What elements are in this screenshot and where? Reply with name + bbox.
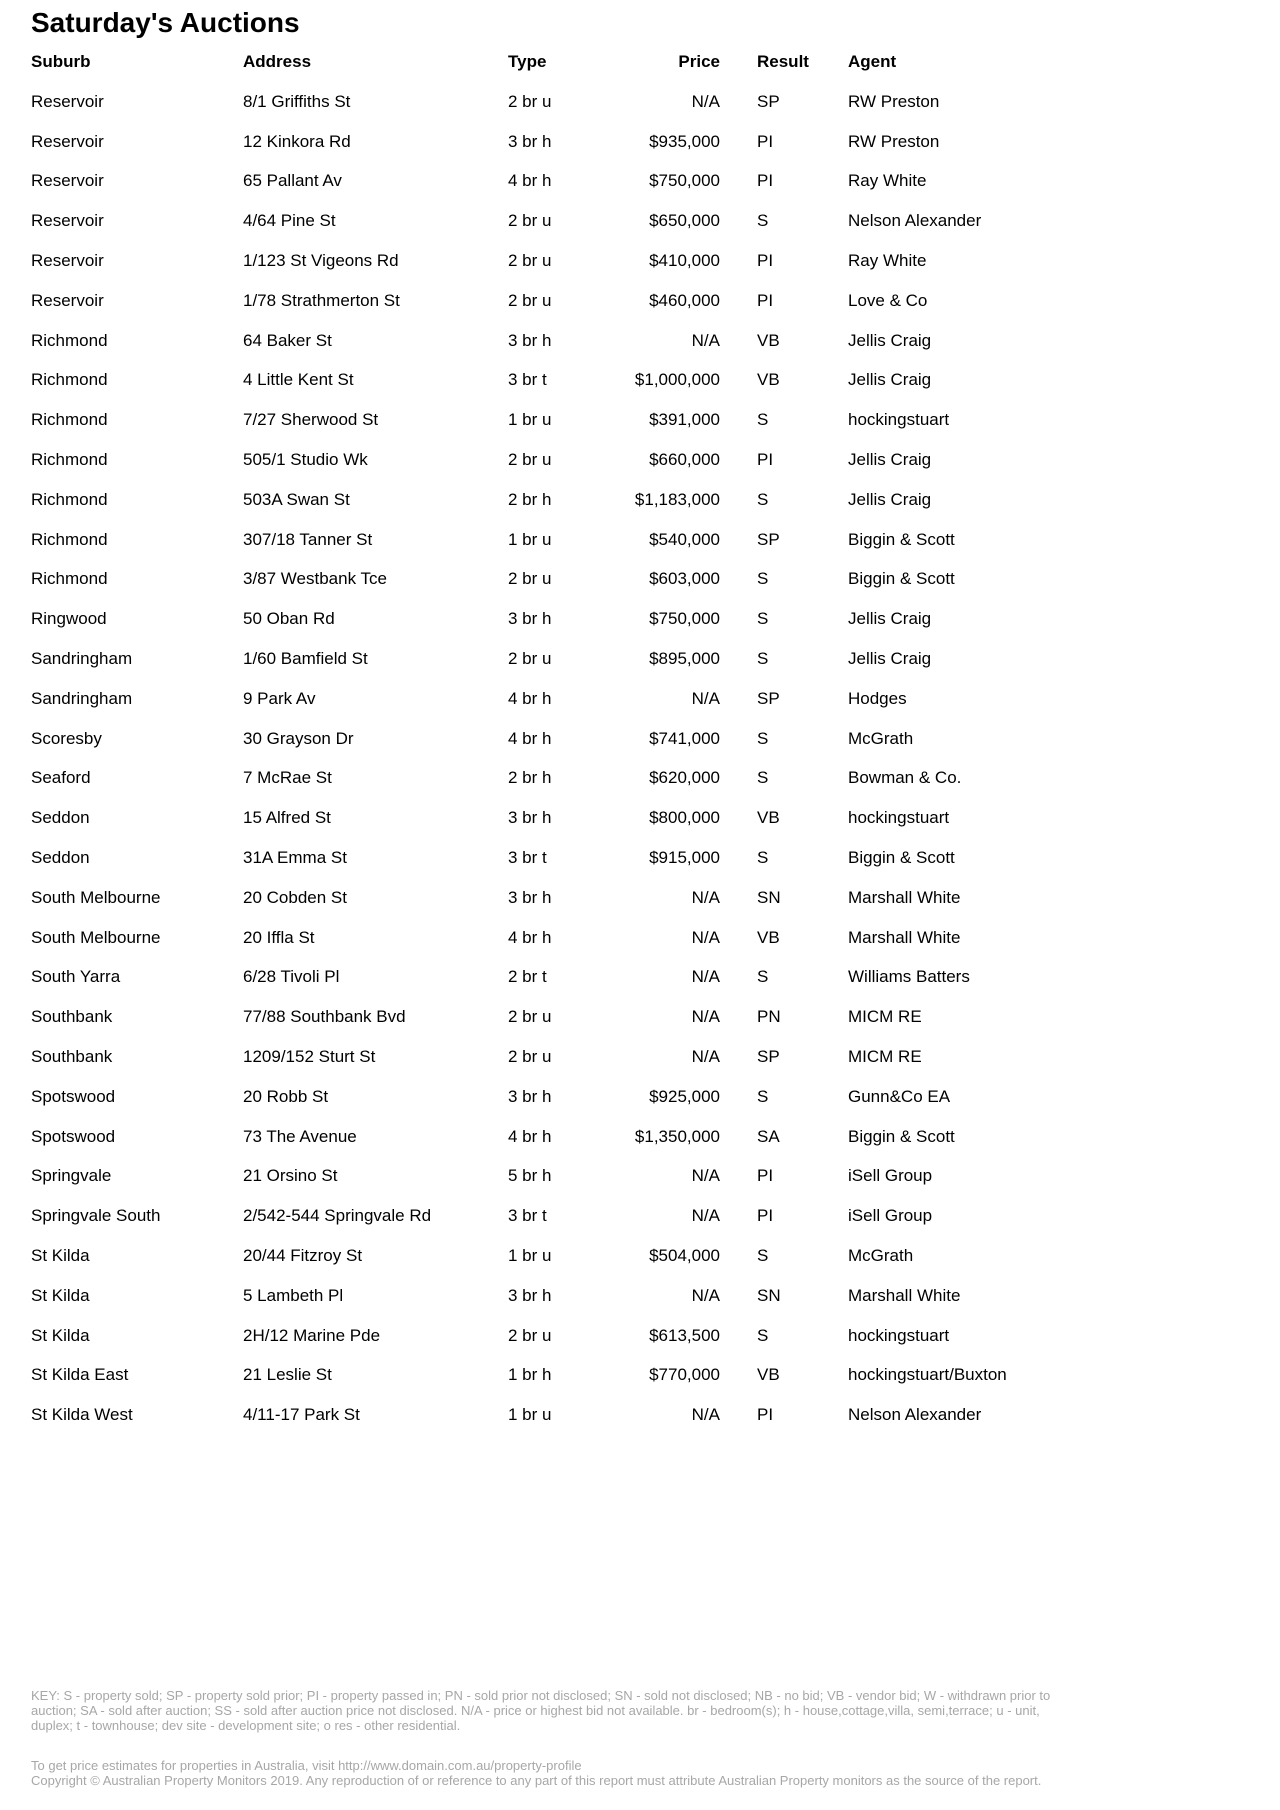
cell-address: 20 Robb St — [243, 1086, 329, 1106]
cell-address: 20 Cobden St — [243, 887, 347, 907]
price-estimates-note: To get price estimates for properties in Australia, visit http://www.domain.com.au/property-profile — [31, 1758, 582, 1773]
cell-address: 1/60 Bamfield St — [243, 649, 368, 669]
cell-price: $540,000 — [649, 529, 720, 549]
cell-type: 3 br h — [508, 808, 552, 828]
cell-result: S — [757, 569, 769, 589]
cell-type: 2 br u — [508, 211, 552, 231]
cell-type: 1 br u — [508, 1246, 552, 1265]
cell-address: 21 Orsino St — [243, 1166, 338, 1186]
table-row — [31, 1077, 1280, 1117]
cell-price: $925,000 — [649, 1086, 720, 1106]
cell-result: PI — [757, 1405, 774, 1425]
cell-result: VB — [757, 370, 780, 390]
cell-type: 3 br t — [508, 848, 547, 868]
cell-suburb: St Kilda East — [31, 1365, 129, 1385]
cell-address: 4 Little Kent St — [243, 370, 354, 390]
cell-address: 15 Alfred St — [243, 808, 331, 828]
table-row — [31, 1395, 1280, 1435]
cell-address: 65 Pallant Av — [243, 171, 342, 191]
cell-agent: Marshall White — [848, 927, 961, 947]
legend-key-line: KEY: S - property sold; SP - property sold prior; PI - property passed in; PN - sold prior not disclosed; SN - sold not disclosed; NB - no bid; VB - vendor bid; W - withdrawn prior to — [31, 1688, 1051, 1703]
cell-result: S — [757, 489, 769, 509]
cell-result: S — [757, 728, 769, 748]
table-row — [31, 1316, 1280, 1356]
cell-address: 20/44 Fitzroy St — [243, 1246, 363, 1265]
table-row — [31, 400, 1280, 440]
cell-result: PI — [757, 131, 774, 151]
table-row — [31, 361, 1280, 401]
copyright-notice: Copyright © Australian Property Monitors 2019. Any reproduction of or reference to any part of this report must attribute Australian Property monitors as the source of the report. — [31, 1773, 1042, 1788]
cell-suburb: Ringwood — [31, 609, 107, 629]
cell-suburb: St Kilda — [31, 1325, 90, 1345]
cell-agent: McGrath — [848, 1246, 914, 1265]
cell-type: 3 br h — [508, 1086, 552, 1106]
legend-key — [31, 1688, 1260, 1733]
cell-price: $750,000 — [649, 609, 720, 629]
cell-price: $620,000 — [649, 768, 720, 788]
cell-address: 20 Iffla St — [243, 927, 315, 947]
table-row — [31, 321, 1280, 361]
cell-agent: Bowman & Co. — [848, 768, 962, 788]
cell-type: 2 br u — [508, 1007, 552, 1027]
cell-suburb: South Melbourne — [31, 927, 161, 947]
cell-agent: McGrath — [848, 728, 914, 748]
cell-type: 3 br h — [508, 330, 552, 350]
cell-agent: MICM RE — [848, 1007, 922, 1027]
cell-suburb: Reservoir — [31, 251, 104, 271]
auctions-table — [31, 47, 1280, 1435]
cell-suburb: Spotswood — [31, 1126, 116, 1146]
cell-price: $504,000 — [649, 1246, 720, 1265]
cell-type: 2 br u — [508, 450, 552, 470]
cell-result: SA — [757, 1126, 780, 1146]
cell-suburb: Richmond — [31, 330, 108, 350]
cell-address: 1/78 Strathmerton St — [243, 290, 400, 310]
legend-key-line: auction; SA - sold after auction; SS - sold after auction price not disclosed. N/A - price or highest bid not available. br - bedroom(s); h - house,cottage,villa, semi,terrace; u - unit, — [31, 1703, 1040, 1718]
table-row — [31, 679, 1280, 719]
cell-result: PI — [757, 450, 774, 470]
cell-type: 4 br h — [508, 927, 552, 947]
cell-result: SP — [757, 688, 780, 708]
cell-address: 64 Baker St — [243, 330, 332, 350]
cell-price: N/A — [691, 1405, 720, 1425]
cell-address: 6/28 Tivoli Pl — [243, 967, 340, 987]
cell-agent: Biggin & Scott — [848, 1126, 955, 1146]
cell-type: 2 br t — [508, 967, 547, 987]
cell-agent: iSell Group — [848, 1206, 933, 1226]
cell-agent: Jellis Craig — [848, 609, 932, 629]
cell-agent: Jellis Craig — [848, 450, 932, 470]
cell-price: $460,000 — [649, 290, 720, 310]
cell-address: 2H/12 Marine Pde — [243, 1325, 381, 1345]
cell-price: $1,000,000 — [634, 370, 720, 390]
cell-result: VB — [757, 330, 780, 350]
table-row — [31, 560, 1280, 600]
cell-agent: RW Preston — [848, 91, 940, 111]
cell-address: 7/27 Sherwood St — [243, 410, 379, 430]
table-row — [31, 82, 1280, 122]
cell-result: PI — [757, 1166, 774, 1186]
cell-type: 3 br h — [508, 1285, 552, 1305]
cell-suburb: Seddon — [31, 848, 90, 868]
cell-result: S — [757, 1325, 769, 1345]
table-row — [31, 1196, 1280, 1236]
cell-suburb: Reservoir — [31, 290, 104, 310]
cell-address: 30 Grayson Dr — [243, 728, 354, 748]
cell-price: N/A — [691, 887, 720, 907]
cell-type: 4 br h — [508, 728, 552, 748]
cell-agent: Jellis Craig — [848, 330, 932, 350]
cell-result: S — [757, 649, 769, 669]
cell-price: N/A — [691, 688, 720, 708]
cell-suburb: Reservoir — [31, 211, 104, 231]
cell-price: $741,000 — [649, 728, 720, 748]
cell-price: $410,000 — [649, 251, 720, 271]
cell-agent: Jellis Craig — [848, 370, 932, 390]
cell-result: PI — [757, 290, 774, 310]
cell-agent: Biggin & Scott — [848, 569, 955, 589]
table-row — [31, 1276, 1280, 1316]
cell-price: N/A — [691, 927, 720, 947]
cell-result: PI — [757, 1206, 774, 1226]
cell-agent: hockingstuart — [848, 808, 950, 828]
cell-type: 2 br u — [508, 290, 552, 310]
cell-result: PN — [757, 1007, 781, 1027]
table-row — [31, 1236, 1280, 1276]
cell-result: S — [757, 1086, 769, 1106]
cell-address: 4/64 Pine St — [243, 211, 336, 231]
cell-price: $660,000 — [649, 450, 720, 470]
cell-address: 503A Swan St — [243, 489, 350, 509]
cell-result: S — [757, 410, 769, 430]
cell-type: 3 br t — [508, 1206, 547, 1226]
cell-suburb: South Yarra — [31, 967, 121, 987]
cell-type: 2 br u — [508, 649, 552, 669]
table-row — [31, 997, 1280, 1037]
cell-agent: Hodges — [848, 688, 907, 708]
table-body — [31, 82, 1280, 1435]
cell-result: S — [757, 768, 769, 788]
cell-result: SP — [757, 1047, 780, 1067]
cell-address: 73 The Avenue — [243, 1126, 357, 1146]
cell-suburb: St Kilda West — [31, 1405, 133, 1425]
cell-type: 1 br u — [508, 410, 552, 430]
cell-address: 12 Kinkora Rd — [243, 131, 351, 151]
cell-suburb: Richmond — [31, 489, 108, 509]
table-row — [31, 798, 1280, 838]
column-header-agent: Agent — [848, 52, 897, 71]
cell-type: 3 br h — [508, 887, 552, 907]
cell-result: VB — [757, 1365, 780, 1385]
cell-agent: Ray White — [848, 171, 927, 191]
cell-price: N/A — [691, 1206, 720, 1226]
cell-suburb: Seaford — [31, 768, 91, 788]
cell-agent: Marshall White — [848, 887, 961, 907]
cell-type: 2 br u — [508, 1325, 552, 1345]
cell-price: $915,000 — [649, 848, 720, 868]
cell-address: 77/88 Southbank Bvd — [243, 1007, 406, 1027]
table-row — [31, 1157, 1280, 1197]
cell-address: 1209/152 Sturt St — [243, 1047, 376, 1067]
cell-result: SN — [757, 1285, 781, 1305]
cell-price: $750,000 — [649, 171, 720, 191]
cell-price: $770,000 — [649, 1365, 720, 1385]
cell-agent: hockingstuart/Buxton — [848, 1365, 1007, 1385]
table-row — [31, 520, 1280, 560]
cell-suburb: Richmond — [31, 569, 108, 589]
table-row — [31, 162, 1280, 202]
cell-price: $800,000 — [649, 808, 720, 828]
cell-type: 1 br u — [508, 1405, 552, 1425]
cell-price: N/A — [691, 1007, 720, 1027]
cell-result: PI — [757, 251, 774, 271]
cell-address: 3/87 Westbank Tce — [243, 569, 387, 589]
cell-price: N/A — [691, 967, 720, 987]
cell-address: 50 Oban Rd — [243, 609, 335, 629]
cell-suburb: Reservoir — [31, 171, 104, 191]
cell-price: N/A — [691, 1285, 720, 1305]
cell-result: SN — [757, 887, 781, 907]
cell-type: 1 br u — [508, 529, 552, 549]
cell-suburb: Richmond — [31, 529, 108, 549]
cell-type: 2 br h — [508, 768, 552, 788]
cell-agent: Biggin & Scott — [848, 529, 955, 549]
cell-address: 8/1 Griffiths St — [243, 91, 351, 111]
cell-price: $1,350,000 — [634, 1126, 720, 1146]
cell-type: 4 br h — [508, 688, 552, 708]
cell-agent: Biggin & Scott — [848, 848, 955, 868]
cell-type: 2 br h — [508, 489, 552, 509]
column-header-suburb: Suburb — [31, 52, 91, 71]
table-row — [31, 719, 1280, 759]
legend-key-line: duplex; t - townhouse; dev site - development site; o res - other residential. — [31, 1718, 461, 1733]
cell-price: N/A — [691, 1047, 720, 1067]
column-header-result: Result — [757, 52, 809, 71]
table-row — [31, 759, 1280, 799]
table-row — [31, 1037, 1280, 1077]
table-row — [31, 639, 1280, 679]
cell-suburb: Reservoir — [31, 131, 104, 151]
table-row — [31, 1356, 1280, 1396]
cell-type: 4 br h — [508, 171, 552, 191]
table-row — [31, 440, 1280, 480]
cell-suburb: Sandringham — [31, 649, 133, 669]
cell-suburb: Southbank — [31, 1047, 113, 1067]
cell-agent: Love & Co — [848, 290, 928, 310]
cell-agent: Ray White — [848, 251, 927, 271]
cell-agent: hockingstuart — [848, 410, 950, 430]
cell-suburb: Sandringham — [31, 688, 133, 708]
table-row — [31, 838, 1280, 878]
cell-agent: RW Preston — [848, 131, 940, 151]
cell-agent: Williams Batters — [848, 967, 970, 987]
cell-suburb: Richmond — [31, 450, 108, 470]
cell-type: 2 br u — [508, 251, 552, 271]
cell-suburb: Southbank — [31, 1007, 113, 1027]
table-row — [31, 1117, 1280, 1157]
cell-result: SP — [757, 529, 780, 549]
cell-type: 4 br h — [508, 1126, 552, 1146]
cell-price: N/A — [691, 330, 720, 350]
cell-address: 307/18 Tanner St — [243, 529, 373, 549]
cell-suburb: Reservoir — [31, 91, 104, 111]
cell-address: 31A Emma St — [243, 848, 347, 868]
table-row — [31, 878, 1280, 918]
cell-suburb: South Melbourne — [31, 887, 161, 907]
cell-suburb: Richmond — [31, 410, 108, 430]
cell-type: 3 br t — [508, 370, 547, 390]
table-row — [31, 201, 1280, 241]
cell-suburb: Scoresby — [31, 728, 102, 748]
cell-price: $1,183,000 — [634, 489, 720, 509]
cell-type: 3 br h — [508, 609, 552, 629]
cell-price: $613,500 — [649, 1325, 720, 1345]
table-row — [31, 958, 1280, 998]
cell-price: $895,000 — [649, 649, 720, 669]
cell-agent: Nelson Alexander — [848, 1405, 982, 1425]
report-footer — [31, 1758, 1260, 1788]
page-title: Saturday's Auctions — [31, 7, 300, 38]
cell-price: $935,000 — [649, 131, 720, 151]
cell-suburb: St Kilda — [31, 1246, 90, 1265]
cell-type: 3 br h — [508, 131, 552, 151]
cell-type: 2 br u — [508, 569, 552, 589]
cell-agent: Jellis Craig — [848, 489, 932, 509]
cell-agent: MICM RE — [848, 1047, 922, 1067]
cell-suburb: Seddon — [31, 808, 90, 828]
cell-address: 9 Park Av — [243, 688, 316, 708]
cell-address: 4/11-17 Park St — [243, 1405, 360, 1425]
cell-agent: Jellis Craig — [848, 649, 932, 669]
table-row — [31, 599, 1280, 639]
cell-price: N/A — [691, 1166, 720, 1186]
column-header-type: Type — [508, 52, 547, 71]
cell-suburb: Richmond — [31, 370, 108, 390]
cell-result: S — [757, 848, 769, 868]
table-row — [31, 281, 1280, 321]
cell-address: 505/1 Studio Wk — [243, 450, 368, 470]
column-header-address: Address — [243, 52, 312, 71]
cell-agent: iSell Group — [848, 1166, 933, 1186]
cell-price: $650,000 — [649, 211, 720, 231]
cell-result: VB — [757, 927, 780, 947]
cell-result: S — [757, 967, 769, 987]
table-row — [31, 122, 1280, 162]
table-row — [31, 918, 1280, 958]
cell-result: S — [757, 1246, 769, 1265]
cell-result: S — [757, 211, 769, 231]
cell-result: VB — [757, 808, 780, 828]
cell-result: SP — [757, 91, 780, 111]
cell-suburb: Springvale — [31, 1166, 112, 1186]
cell-price: $603,000 — [649, 569, 720, 589]
table-header-row — [31, 47, 1280, 77]
table-row — [31, 241, 1280, 281]
column-header-price: Price — [678, 52, 720, 71]
cell-address: 1/123 St Vigeons Rd — [243, 251, 399, 271]
cell-address: 5 Lambeth Pl — [243, 1285, 344, 1305]
cell-agent: hockingstuart — [848, 1325, 950, 1345]
cell-agent: Marshall White — [848, 1285, 961, 1305]
cell-result: S — [757, 609, 769, 629]
cell-price: N/A — [691, 91, 720, 111]
cell-result: PI — [757, 171, 774, 191]
cell-type: 2 br u — [508, 91, 552, 111]
cell-suburb: St Kilda — [31, 1285, 90, 1305]
cell-agent: Nelson Alexander — [848, 211, 982, 231]
cell-price: $391,000 — [649, 410, 720, 430]
cell-type: 1 br h — [508, 1365, 552, 1385]
cell-type: 2 br u — [508, 1047, 552, 1067]
cell-address: 7 McRae St — [243, 768, 332, 788]
cell-address: 2/542-544 Springvale Rd — [243, 1206, 432, 1226]
cell-suburb: Spotswood — [31, 1086, 116, 1106]
cell-suburb: Springvale South — [31, 1206, 161, 1226]
cell-address: 21 Leslie St — [243, 1365, 332, 1385]
cell-agent: Gunn&Co EA — [848, 1086, 951, 1106]
table-row — [31, 480, 1280, 520]
cell-type: 5 br h — [508, 1166, 552, 1186]
